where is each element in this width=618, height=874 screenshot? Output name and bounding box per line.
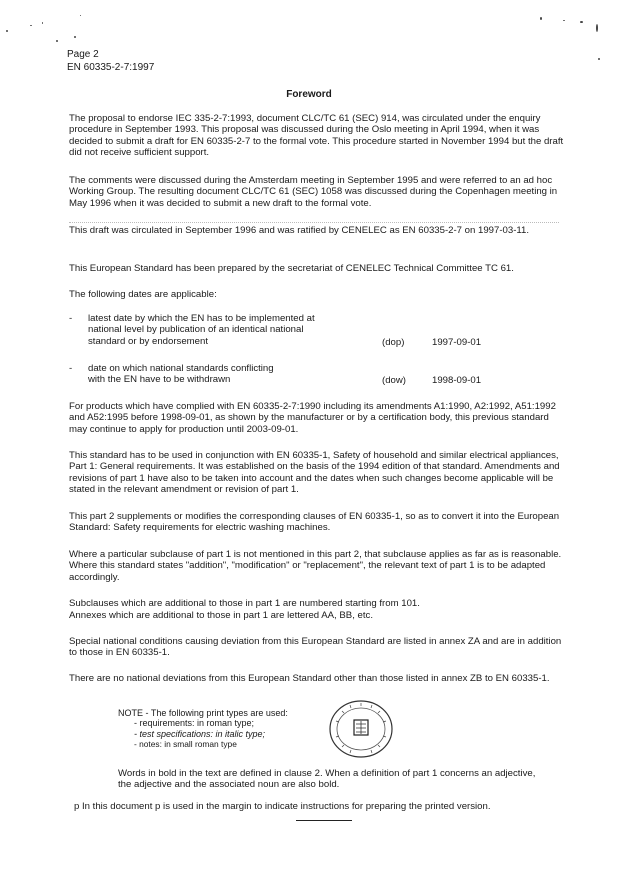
faint-rule	[69, 222, 559, 223]
dow-date: 1998-09-01	[432, 375, 482, 386]
scan-speck	[74, 36, 76, 38]
cenelec-stamp	[328, 699, 394, 759]
page-title: Foreword	[286, 89, 332, 100]
print-types-note	[118, 708, 288, 750]
dop-code: (dop)	[382, 337, 405, 348]
scan-speck	[56, 40, 58, 42]
scan-speck	[30, 25, 32, 26]
scan-speck	[80, 15, 81, 16]
paragraph-numbering: Subclauses which are additional to those in part 1 are numbered starting from 101.	[69, 598, 420, 609]
paragraph-annexes: Annexes which are additional to those in part 1 are lettered AA, BB, etc.	[69, 610, 373, 621]
paragraph-previous-standard: For products which have complied with EN 60335-2-7:1990 including its amendments A1:1990, A2:1992, A51:1992 and A52:1995 before 1998-09-01, as shown by the manufacturer or by a certification body, this previous standard may continue to apply for production until 2003-09-01.	[69, 401, 556, 435]
note-title: NOTE - The following print types are used:	[118, 708, 288, 718]
paragraph-subclause: Where a particular subclause of part 1 is not mentioned in this part 2, that subclause applies as far as is reasonable. Where this standard states "addition", "modification" or "replacement", the relevant text of part 1 is to be adapted accordingly.	[69, 549, 562, 583]
note-notes: - notes: in small roman type	[134, 739, 237, 750]
paragraph-bold-words: Words in bold in the text are defined in clause 2. When a definition of part 1 concerns an adjective, the adjective and the associated noun are also bold.	[118, 768, 536, 791]
note-requirements: - requirements: in roman type;	[134, 718, 255, 729]
dow-dash: -	[69, 363, 73, 374]
scan-speck	[598, 58, 600, 60]
dow-label: date on which national standards conflicting with the EN have to be withdrawn	[88, 363, 274, 386]
scan-speck	[6, 30, 8, 32]
scan-speck	[596, 24, 598, 32]
scan-speck	[42, 22, 43, 24]
paragraph-comments: The comments were discussed during the Amsterdam meeting in September 1995 and were referred to an ad hoc Working Group. The resulting document CLC/TC 61 (SEC) 1058 was discussed during the Copenhagen meeting in May 1996 when it was decided to submit a new draft to the formal vote.	[69, 175, 558, 209]
dow-code: (dow)	[382, 375, 406, 386]
paragraph-dates-intro: The following dates are applicable:	[69, 289, 217, 300]
dop-dash: -	[69, 313, 73, 324]
paragraph-ratified: This draft was circulated in September 1996 and was ratified by CENELEC as EN 60335-2-7 on 1997-03-11.	[69, 225, 530, 236]
document-id: EN 60335-2-7:1997	[67, 62, 155, 73]
scan-speck	[580, 21, 583, 23]
paragraph-conjunction: This standard has to be used in conjunction with EN 60335-1, Safety of household and similar electrical appliances, Part 1: General requirements. It was established on the basis of the 1994 edition of that standard. Amendments and revisions of part 1 have also to be taken into account and the dates when such changes become applicable will be stated in the relevant amendment or revision of part 1.	[69, 450, 560, 496]
scan-speck	[540, 17, 542, 20]
paragraph-special-conditions: Special national conditions causing deviation from this European Standard are listed in annex ZA and are in addition to those in EN 60335-1.	[69, 636, 562, 659]
paragraph-supplements: This part 2 supplements or modifies the corresponding clauses of EN 60335-1, so as to convert it into the European Standard: Safety requirements for electric washing machines.	[69, 511, 560, 534]
note-test-specs: - test specifications: in italic type;	[134, 728, 266, 739]
paragraph-national-deviations: There are no national deviations from this European Standard other than those listed in annex ZB to EN 60335-1.	[69, 673, 550, 684]
scan-speck	[563, 20, 565, 21]
paragraph-secretariat: This European Standard has been prepared by the secretariat of CENELEC Technical Committee TC 61.	[69, 263, 514, 274]
paragraph-margin-p: p In this document p is used in the margin to indicate instructions for preparing the printed version.	[74, 801, 491, 812]
dop-date: 1997-09-01	[432, 337, 482, 348]
page-number: Page 2	[67, 49, 99, 60]
dop-label: latest date by which the EN has to be implemented at national level by publication of an identical national standard or by endorsement	[88, 313, 315, 347]
end-rule	[296, 820, 352, 821]
paragraph-proposal: The proposal to endorse IEC 335-2-7:1993, document CLC/TC 61 (SEC) 914, was circulated under the enquiry procedure in September 1993. This proposal was discussed during the Oslo meeting in April 1994, when it was decided to submit a draft for EN 60335-2-7 to the formal vote. This procedure started in November 1994 but the draft did not receive sufficient support.	[69, 113, 564, 159]
